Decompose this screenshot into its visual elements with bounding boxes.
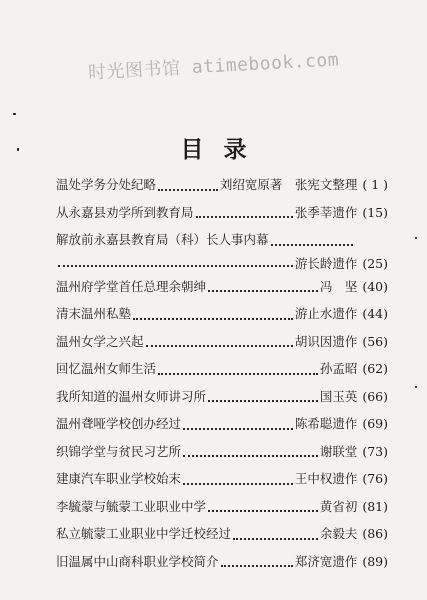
entry-page: (44) (362, 306, 388, 321)
entry-page: (25) (362, 255, 388, 271)
entry-title: 温州女学之兴起 (56, 333, 144, 349)
dot-leader (146, 345, 293, 347)
entry-page: (40) (362, 278, 388, 294)
entry-author: 陈希聪遗作 (294, 416, 358, 431)
entry-author: 孙孟昭 (319, 361, 358, 376)
entry-page: (76) (362, 471, 388, 486)
dot-leader (158, 189, 218, 191)
entry-title: 私立毓蒙工业职业中学迁校经过 (56, 526, 232, 541)
entry-page: (69) (362, 416, 388, 431)
entry-author: 胡识因遗作 (294, 333, 358, 349)
entry-author: 游止水遗作 (294, 306, 358, 321)
entry-author: 余毅夫 (319, 526, 358, 541)
entry-author: 游长龄遗作 (294, 255, 358, 271)
entry-page: (73) (362, 443, 388, 459)
entry-page: (86) (362, 526, 388, 541)
entry-page: (89) (362, 553, 388, 569)
entry-title: 李毓蒙与毓蒙工业职业中学 (56, 498, 207, 514)
entry-author: 郑济宽遗作 (294, 553, 358, 569)
toc-entry[interactable] (56, 520, 388, 548)
entry-title: 温处学务分处纪略 (56, 177, 157, 192)
dot-leader (196, 216, 293, 218)
entry-title: 建康汽车职业学校始末 (56, 471, 182, 486)
entry-author: 国玉英 (319, 388, 358, 404)
entry-page: (81) (362, 498, 388, 514)
dot-leader (133, 318, 293, 320)
toc-entry[interactable] (56, 493, 388, 521)
watermark: 时光图书馆 atimebook.com (87, 49, 340, 84)
dot-leader (183, 428, 293, 430)
toc-entry[interactable] (56, 438, 388, 466)
entry-title: 回忆温州女师生活 (56, 361, 157, 376)
entry-title: 清末温州私塾 (56, 306, 132, 321)
entry-title: 从永嘉县劝学所到教育局 (56, 204, 194, 220)
entry-author: 张季莘遗作 (294, 204, 358, 220)
dot-leader (221, 565, 293, 567)
entry-title: 我所知道的温州女师讲习所 (56, 388, 207, 404)
entry-author: 王中权遗作 (294, 471, 358, 486)
entry-page: (56) (362, 333, 388, 349)
toc-entry[interactable] (56, 199, 388, 227)
dot-leader (208, 290, 318, 292)
dot-leader (233, 538, 318, 540)
toc-entry-continuation[interactable] (56, 254, 388, 273)
entry-author: 刘绍宽原著 张宪文整理 (219, 177, 358, 192)
dot-leader (58, 265, 293, 267)
entry-title: 温州聋哑学校创办经过 (56, 416, 182, 431)
margin-mark (415, 237, 417, 239)
entry-title: 温州府学堂首任总理余朝绅 (56, 278, 207, 294)
page-title: 目录 (180, 136, 267, 163)
margin-mark (415, 386, 417, 388)
dot-leader (158, 373, 318, 375)
entry-title: 织锦学堂与贫民习艺所 (56, 443, 182, 459)
toc-entry[interactable] (56, 465, 388, 493)
entry-title: 解放前永嘉县教育局（科）长人事内幕 (56, 232, 269, 247)
toc-entry[interactable] (56, 273, 388, 301)
dot-leader (183, 483, 293, 485)
entry-author: 黄省初 (319, 498, 358, 514)
toc-entry[interactable] (56, 226, 388, 254)
toc-entry[interactable] (56, 548, 388, 576)
toc-entry[interactable] (56, 410, 388, 438)
dot-leader (208, 400, 318, 402)
entry-page: (66) (362, 388, 388, 404)
toc-entry[interactable] (56, 328, 388, 356)
table-of-contents (56, 171, 388, 575)
entry-author: 冯 坚 (319, 278, 358, 294)
entry-page: ( 1 ) (362, 177, 388, 192)
entry-page: (62) (362, 361, 388, 376)
toc-entry[interactable] (56, 300, 388, 328)
toc-entry[interactable] (56, 171, 388, 199)
dot-leader (208, 510, 318, 512)
entry-title: 旧温属中山商科职业学校简介 (56, 553, 219, 569)
margin-mark (13, 113, 16, 115)
toc-entry[interactable] (56, 355, 388, 383)
entry-author: 谢联堂 (319, 443, 358, 459)
toc-entry[interactable] (56, 383, 388, 411)
dot-leader (271, 244, 353, 246)
entry-page: (15) (362, 204, 388, 220)
dot-leader (183, 455, 318, 457)
